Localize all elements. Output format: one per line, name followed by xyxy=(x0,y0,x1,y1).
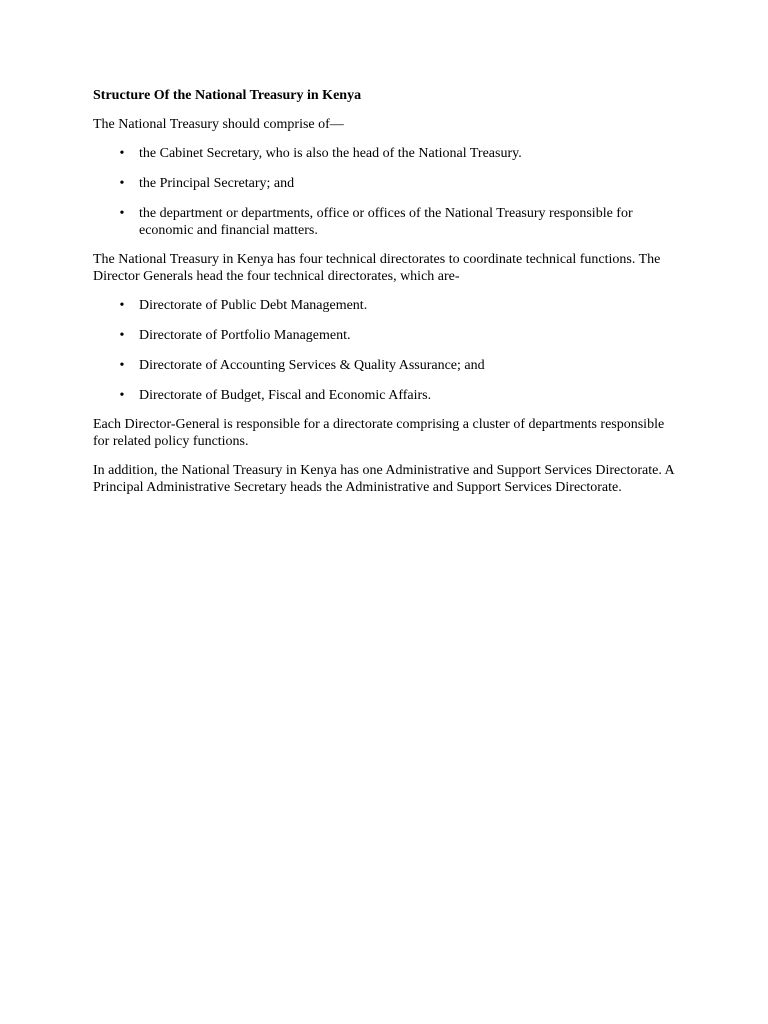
bullet-icon: • xyxy=(119,206,125,221)
bullet-icon: • xyxy=(119,176,125,191)
document-page xyxy=(93,87,683,508)
intro-paragraph: The National Treasury should comprise of— xyxy=(93,117,344,132)
list-item xyxy=(93,357,683,374)
directorates-list xyxy=(93,297,683,404)
list-item-text: the department or departments, office or offices of the National Treasury responsible for economic and financial matters. xyxy=(139,206,633,238)
list-item-text: the Cabinet Secretary, who is also the head of the National Treasury. xyxy=(139,146,522,161)
bullet-icon: • xyxy=(119,146,125,161)
bullet-icon: • xyxy=(119,298,125,313)
list-item-text: Directorate of Budget, Fiscal and Economic Affairs. xyxy=(139,388,432,403)
list-item xyxy=(93,327,683,344)
addition-paragraph: In addition, the National Treasury in Kenya has one Administrative and Support Services Directorate. A Principal Administrative Secretary heads the Administrative and Support Services Directorate. xyxy=(93,463,674,495)
list-item xyxy=(93,175,683,192)
document-heading: Structure Of the National Treasury in Kenya xyxy=(93,88,362,103)
list-item-text: Directorate of Portfolio Management. xyxy=(139,328,351,343)
composition-list xyxy=(93,145,683,239)
responsibility-paragraph: Each Director-General is responsible for a directorate comprising a cluster of departments responsible for related policy functions. xyxy=(93,417,665,449)
list-item-text: the Principal Secretary; and xyxy=(139,176,295,191)
directorates-intro-paragraph: The National Treasury in Kenya has four technical directorates to coordinate technical functions. The Director Generals head the four technical directorates, which are- xyxy=(93,252,661,284)
list-item xyxy=(93,145,683,162)
list-item xyxy=(93,297,683,314)
list-item xyxy=(93,205,683,239)
list-item xyxy=(93,387,683,404)
bullet-icon: • xyxy=(119,328,125,343)
bullet-icon: • xyxy=(119,358,125,373)
list-item-text: Directorate of Accounting Services & Quality Assurance; and xyxy=(139,358,485,373)
list-item-text: Directorate of Public Debt Management. xyxy=(139,298,368,313)
bullet-icon: • xyxy=(119,388,125,403)
